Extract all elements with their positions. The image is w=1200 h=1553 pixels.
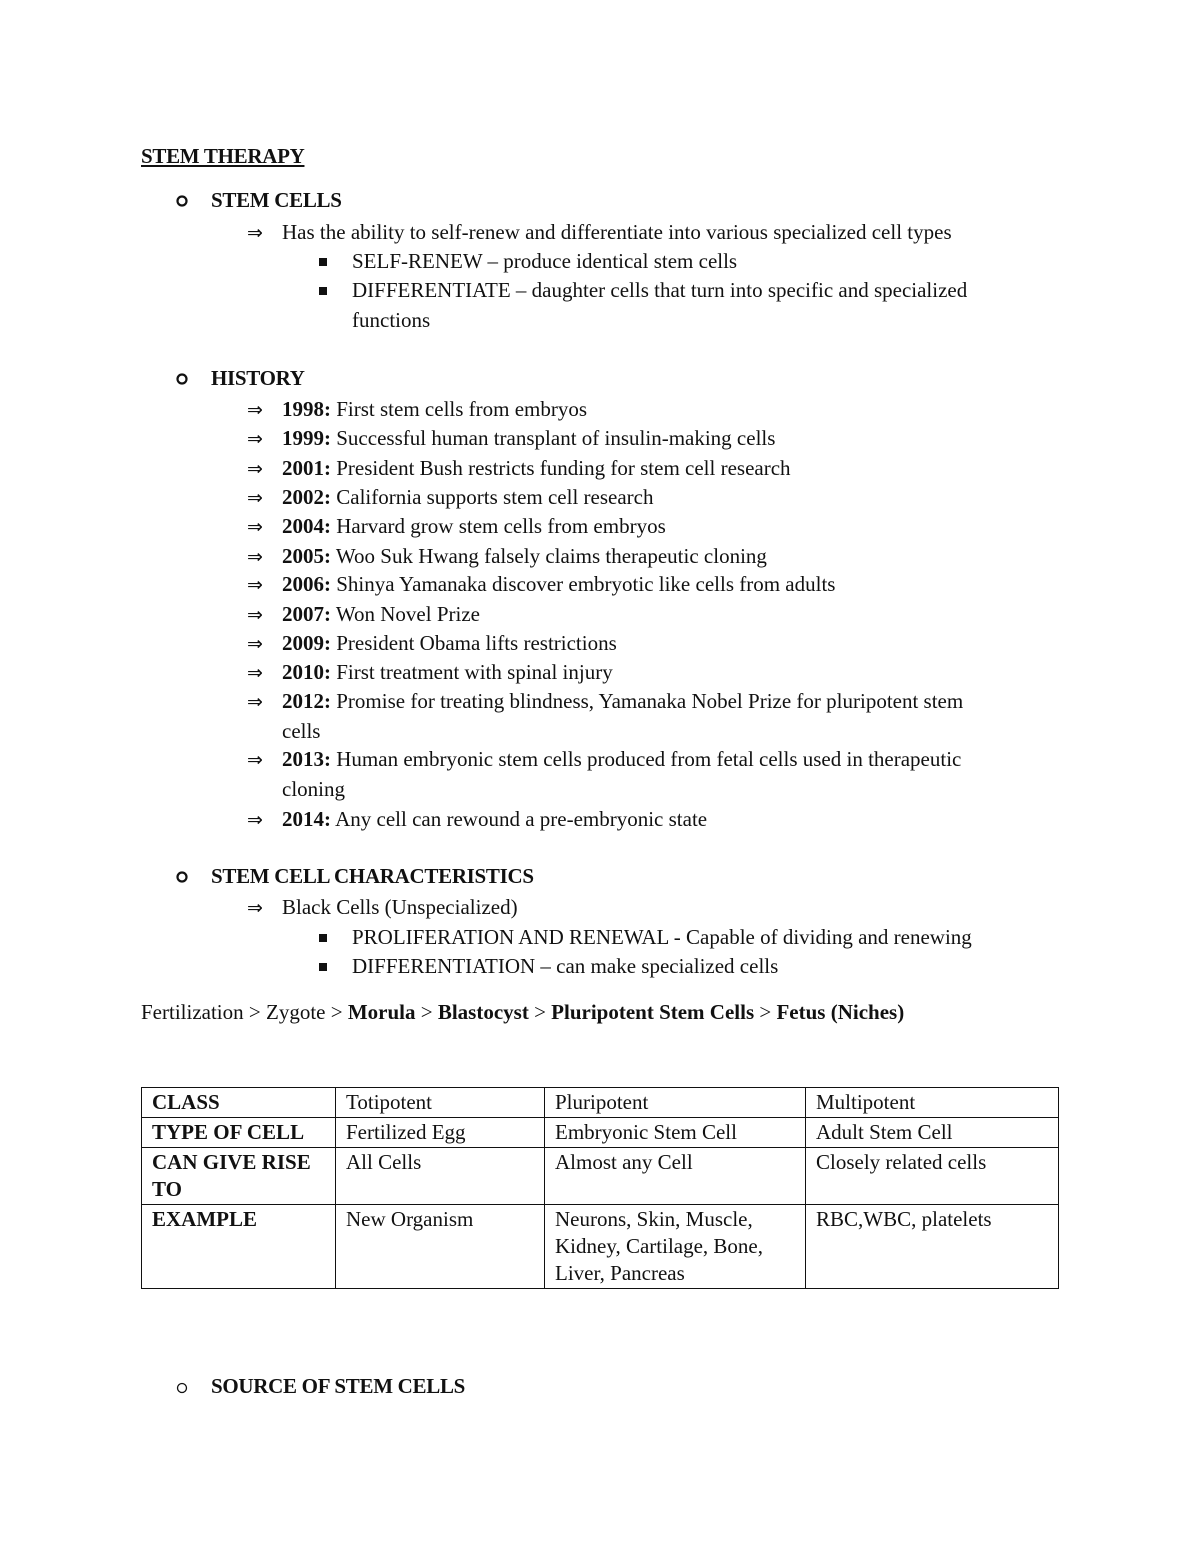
history-item [282,397,587,422]
table-row-header: EXAMPLE [142,1205,336,1289]
history-item-continued: cloning [282,777,345,801]
development-flow [141,1000,904,1025]
history-year: 2004: [282,514,331,538]
table-cell: Embryonic Stem Cell [545,1118,806,1148]
stem-cells-subpoint: DIFFERENTIATE – daughter cells that turn into specific and specialized [352,278,968,302]
stem-cells-subpoint: SELF-RENEW – produce identical stem cells [352,249,738,273]
stem-cells-subpoint-continued: functions [352,308,431,332]
table-row-header: CAN GIVE RISE TO [142,1148,336,1205]
flow-text: Fertilization > Zygote > [141,1000,348,1024]
history-text: First stem cells from embryos [331,397,588,421]
table-row [142,1205,1059,1289]
history-item [282,807,707,832]
flow-stage: Pluripotent Stem Cells [551,1000,755,1024]
history-item [282,631,617,656]
table-row [142,1118,1059,1148]
hollow-circle-icon [175,194,189,208]
section-heading-characteristics: STEM CELL CHARACTERISTICS [211,864,534,888]
history-text: Shinya Yamanaka discover embryotic like cells from adults [331,572,836,596]
history-year: 2001: [282,456,331,480]
table-row-header: TYPE OF CELL [142,1118,336,1148]
table-cell: All Cells [336,1148,545,1205]
table-row-header: CLASS [142,1088,336,1118]
history-year: 1999: [282,426,331,450]
characteristics-subpoint: PROLIFERATION AND RENEWAL - Capable of dividing and renewing [352,925,972,949]
table-row [142,1088,1059,1118]
history-item [282,485,653,510]
filled-square-icon [319,963,327,971]
double-arrow-right-icon: ⇒ [247,691,263,713]
double-arrow-right-icon: ⇒ [247,749,263,771]
stem-cells-point: Has the ability to self-renew and differentiate into various specialized cell types [282,220,952,244]
table-cell: RBC,WBC, platelets [806,1205,1059,1289]
history-item-continued: cells [282,719,321,743]
history-year: 2007: [282,602,331,626]
filled-square-icon [319,258,327,266]
history-text: Any cell can rewound a pre-embryonic state [331,807,708,831]
flow-separator: > [528,1000,552,1024]
stem-cell-class-table [141,1087,1059,1289]
history-text: Human embryonic stem cells produced from fetal cells used in therapeutic [331,747,962,771]
section-heading-stem-cells: STEM CELLS [211,188,342,212]
history-item [282,572,835,597]
characteristics-point: Black Cells (Unspecialized) [282,895,518,919]
history-text: Won Novel Prize [331,602,480,626]
double-arrow-right-icon: ⇒ [247,633,263,655]
history-year: 2012: [282,689,331,713]
hollow-circle-icon [175,1381,189,1395]
history-year: 2014: [282,807,331,831]
table-cell: Fertilized Egg [336,1118,545,1148]
filled-square-icon [319,934,327,942]
double-arrow-right-icon: ⇒ [247,809,263,831]
hollow-circle-icon [175,870,189,884]
document-title: STEM THERAPY [141,144,305,168]
history-year: 2010: [282,660,331,684]
table-cell: Closely related cells [806,1148,1059,1205]
table-cell: Neurons, Skin, Muscle, Kidney, Cartilage, Bone, Liver, Pancreas [545,1205,806,1289]
double-arrow-right-icon: ⇒ [247,399,263,421]
flow-stage: Morula [347,1000,416,1024]
history-item [282,456,791,481]
double-arrow-right-icon: ⇒ [247,546,263,568]
characteristics-subpoint: DIFFERENTIATION – can make specialized cells [352,954,779,978]
section-heading-source: SOURCE OF STEM CELLS [211,1374,466,1398]
history-year: 2002: [282,485,331,509]
history-text: Harvard grow stem cells from embryos [331,514,666,538]
double-arrow-right-icon: ⇒ [247,487,263,509]
flow-separator: > [415,1000,438,1024]
history-item [282,544,767,569]
table-cell: Almost any Cell [545,1148,806,1205]
history-text: President Bush restricts funding for stem cell research [331,456,791,480]
flow-stage: Blastocyst [437,1000,529,1024]
table-cell: New Organism [336,1205,545,1289]
history-item [282,689,963,714]
history-text: First treatment with spinal injury [331,660,613,684]
history-item [282,514,666,539]
flow-stage: Fetus (Niches) [776,1000,905,1024]
double-arrow-right-icon: ⇒ [247,574,263,596]
hollow-circle-icon [175,372,189,386]
history-year: 1998: [282,397,331,421]
table-cell: Pluripotent [545,1088,806,1118]
table-cell: Totipotent [336,1088,545,1118]
history-text: California supports stem cell research [331,485,654,509]
table-row [142,1148,1059,1205]
table-cell: Multipotent [806,1088,1059,1118]
history-year: 2013: [282,747,331,771]
history-text: President Obama lifts restrictions [331,631,617,655]
history-text: Successful human transplant of insulin-making cells [331,426,776,450]
history-item [282,426,775,451]
table-cell: Adult Stem Cell [806,1118,1059,1148]
history-text: Promise for treating blindness, Yamanaka Nobel Prize for pluripotent stem [331,689,964,713]
flow-separator: > [754,1000,777,1024]
history-year: 2009: [282,631,331,655]
double-arrow-right-icon: ⇒ [247,604,263,626]
double-arrow-right-icon: ⇒ [247,222,263,244]
history-item [282,602,480,627]
double-arrow-right-icon: ⇒ [247,662,263,684]
history-year: 2005: [282,544,331,568]
section-heading-history: HISTORY [211,366,305,390]
double-arrow-right-icon: ⇒ [247,897,263,919]
history-item [282,660,613,685]
double-arrow-right-icon: ⇒ [247,516,263,538]
history-text: Woo Suk Hwang falsely claims therapeutic cloning [331,544,767,568]
double-arrow-right-icon: ⇒ [247,458,263,480]
history-item [282,747,961,772]
double-arrow-right-icon: ⇒ [247,428,263,450]
filled-square-icon [319,287,327,295]
history-year: 2006: [282,572,331,596]
